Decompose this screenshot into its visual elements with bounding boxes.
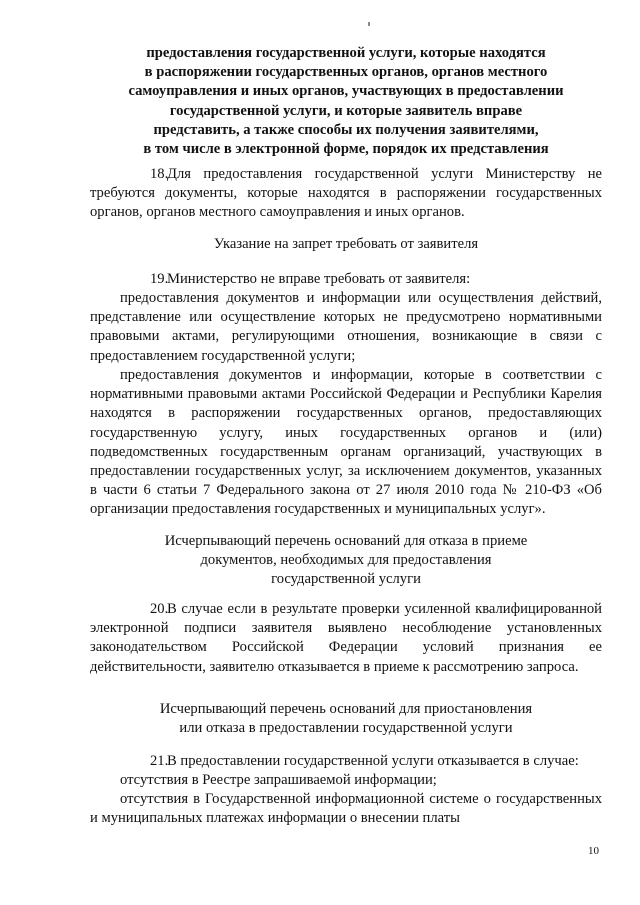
heading-line: документов, необходимых для предоставления [200,552,492,569]
section-heading-refusal-reception [90,532,602,590]
heading-line: государственной услуги, и которые заявитель вправе [169,102,523,119]
paragraph-18 [90,165,602,223]
section-heading-prohibition: Указание на запрет требовать от заявителя [213,236,479,252]
paragraph-21 [90,752,602,771]
heading-line: в распоряжении государственных органов, органов местного [144,64,548,81]
heading-line: государственной услуги [271,571,421,588]
section-heading-suspension [90,700,602,738]
paragraph-number: 19. [150,271,169,287]
page-number: 10 [588,845,599,857]
heading-line: Исчерпывающий перечень оснований для приостановления [159,701,533,717]
heading-line: представить, а также способы их получения заявителями, [153,121,539,138]
paragraph-20 [90,600,602,677]
scan-mark [368,22,370,26]
heading-line: Исчерпывающий перечень оснований для отказа в приеме [164,533,528,549]
paragraph-number: 20. [150,601,169,617]
paragraph-number: 21. [150,753,169,769]
paragraph-number: 18. [150,166,169,182]
paragraph-19 [90,270,602,289]
section-heading-documents [90,44,602,159]
paragraph-21b: отсутствия в Государственной информационной системе о государственных и муниципальных платежах информации о внесении платы [90,791,602,827]
paragraph-19a: предоставления документов и информации или осуществления действий, представление или осуществление которых не предусмотрено нормативными правовыми актами, регулирующими отношения, возникающие в связи с предоставлением государственной услуги; [90,290,602,364]
heading-line: предоставления государственной услуги, которые находятся [146,45,546,61]
paragraph-19b: предоставления документов и информации, которые в соответствии с нормативными правовыми актами Российской Федерации и Республики Карелия находятся в распоряжении государственных органов, предоставляющих государственную услугу, иных государственных органов и (или) подведомственных государственным органам организаций, участвующих в предоставлении государственных услуг, за исключением документов, указанных в части 6 статьи 7 Федерального закона от 27 июля 2010 года № 210-ФЗ «Об организации предоставления государственных и муниципальных услуг». [90,367,602,518]
paragraph-21a: отсутствия в Реестре запрашиваемой информации; [120,772,437,788]
heading-line: или отказа в предоставлении государственной услуги [179,720,513,737]
heading-line: в том числе в электронной форме, порядок их представления [143,141,549,158]
paragraph-text: Для предоставления государственной услуги Министерству не требуются документы, которые находятся в распоряжении государственных органов, органов местного самоуправления и иных органов. [90,166,602,221]
paragraph-text: В предоставлении государственной услуги отказывается в случае: [167,753,579,769]
heading-line: самоуправления и иных органов, участвующих в предоставлении [128,83,564,100]
paragraph-text: Министерство не вправе требовать от заявителя: [167,271,471,287]
paragraph-text: В случае если в результате проверки усиленной квалифицированной электронной подписи заявителя выявлено несоблюдение установленных законодательством Российской Федерации условий признания ее действительности, заявителю отказывается в приеме к рассмотрению запроса. [90,601,602,675]
